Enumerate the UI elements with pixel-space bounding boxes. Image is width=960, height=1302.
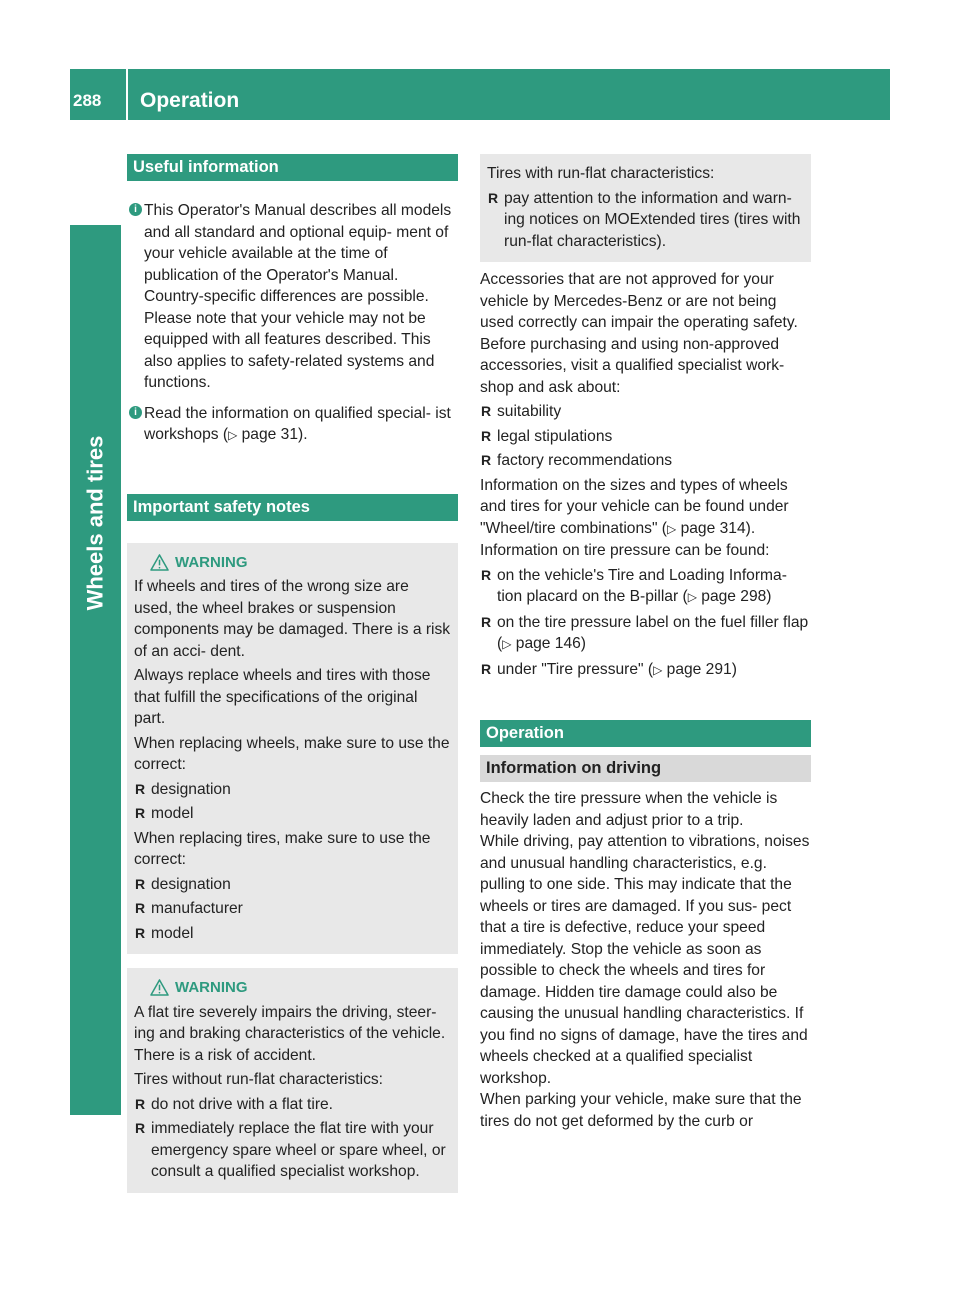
list-item bbox=[480, 612, 811, 656]
page-ref-link[interactable]: page 314). bbox=[676, 519, 756, 537]
list-item bbox=[134, 1118, 451, 1183]
page-ref-arrow-icon: ▷ bbox=[667, 521, 677, 536]
list-item-text: model bbox=[151, 805, 194, 822]
info-icon: i bbox=[129, 203, 142, 216]
list-item-text: under "Tire pressure" ( bbox=[497, 660, 654, 678]
list-item bbox=[480, 401, 811, 423]
bullet-icon: R bbox=[135, 1120, 146, 1136]
bullet-icon: R bbox=[481, 613, 492, 630]
bullet-icon: R bbox=[135, 924, 146, 941]
list-item bbox=[480, 450, 811, 472]
info-note bbox=[127, 403, 458, 447]
list-item bbox=[134, 874, 451, 896]
warning-header bbox=[134, 552, 451, 574]
list-item bbox=[134, 1094, 451, 1116]
bullet-icon: R bbox=[135, 900, 146, 916]
bullet-icon: R bbox=[481, 403, 492, 419]
paragraph: Before purchasing and using non-approved accessories, visit a qualified specialist work- shop and ask about: bbox=[480, 335, 785, 396]
warning-text: Always replace wheels and tires with those that fulfill the specifications of the original part. bbox=[134, 667, 431, 727]
info-note-text: This Operator's Manual describes all models and all standard and optional equip- ment of your vehicle available at the time of publication of the Operator's Manual. Country-specific differences are possible. Please note that your vehicle may not be equipped with all features described. This also applies to safety-related systems and functions. bbox=[144, 202, 452, 391]
page-ref-link[interactable]: page 298) bbox=[696, 588, 772, 605]
page-ref-arrow-icon: ▷ bbox=[228, 428, 238, 442]
list-item bbox=[134, 923, 451, 945]
bullet-icon: R bbox=[481, 660, 492, 677]
info-note bbox=[127, 200, 458, 394]
section-heading-useful-info: Useful information bbox=[127, 154, 458, 181]
side-tab-label: Wheels and tires bbox=[82, 435, 108, 611]
warning-triangle-icon bbox=[150, 554, 169, 571]
paragraph: When parking your vehicle, make sure that the tires do not get deformed by the curb or bbox=[480, 1091, 802, 1130]
box-text: Tires with run-flat characteristics: bbox=[487, 165, 715, 182]
paragraph: Information on tire pressure can be found: bbox=[480, 542, 770, 559]
list-item-text: model bbox=[151, 924, 194, 942]
info-icon: i bbox=[129, 406, 142, 419]
bullet-icon: R bbox=[481, 452, 492, 468]
list-item bbox=[480, 565, 811, 609]
page-ref-link[interactable]: page 31). bbox=[237, 426, 308, 443]
list-item-text: on the vehicle's Tire and Loading Informa- tion placard on the B-pillar ( bbox=[497, 566, 787, 605]
list-item bbox=[134, 779, 451, 801]
subheading-driving: Information on driving bbox=[480, 755, 811, 782]
warning-box bbox=[127, 968, 458, 1193]
warning-text: When replacing wheels, make sure to use the correct: bbox=[134, 734, 450, 773]
list-item-text: suitability bbox=[497, 403, 562, 420]
bullet-icon: R bbox=[135, 1095, 146, 1112]
page-ref-link[interactable]: page 146) bbox=[511, 635, 587, 652]
paragraph: Accessories that are not approved for your vehicle by Mercedes-Benz or are not being used correctly can impair the operating safety. bbox=[480, 271, 798, 331]
list-item bbox=[480, 659, 811, 682]
paragraph: While driving, pay attention to vibrations, noises and unusual handling characteristics, e.g. pulling to one side. This may indicate that the wheels or tires are damaged. If you sus- pect that a tire is defective, reduce your speed immediately. Stop the vehicle as soon as possible to check the wheels and tires for damage. Hidden tire damage could also be causing the unusual handling characteristics. If you find no signs of damage, have the tires and wheels checked at a qualified specialist workshop. bbox=[480, 833, 810, 1087]
page-ref-arrow-icon: ▷ bbox=[687, 590, 697, 604]
warning-triangle-icon bbox=[150, 979, 169, 996]
paragraph: Check the tire pressure when the vehicle is heavily laden and adjust prior to a trip. bbox=[480, 790, 778, 829]
list-item-text: factory recommendations bbox=[497, 452, 673, 469]
list-item-text: immediately replace the flat tire with your emergency spare wheel or spare wheel, or consult a qualified specialist workshop. bbox=[151, 1120, 446, 1180]
list-item-text: manufacturer bbox=[151, 900, 243, 917]
warning-box bbox=[127, 543, 458, 955]
side-tab-label-wrap bbox=[70, 243, 121, 803]
bullet-icon: R bbox=[135, 805, 146, 821]
bullet-icon: R bbox=[135, 875, 146, 892]
paragraph-text: Information on the sizes and types of wheels and tires for your vehicle can be found under "Wheel/tire combinations" ( bbox=[480, 476, 789, 537]
warning-header bbox=[134, 977, 451, 999]
list-item bbox=[134, 803, 451, 825]
right-column bbox=[480, 154, 811, 1132]
page-ref-arrow-icon: ▷ bbox=[502, 637, 512, 651]
page-ref-link[interactable]: page 291) bbox=[662, 660, 737, 678]
warning-text: Tires without run-flat characteristics: bbox=[134, 1071, 383, 1088]
section-heading-safety: Important safety notes bbox=[127, 494, 458, 521]
list-item-text: do not drive with a flat tire. bbox=[151, 1095, 334, 1113]
bullet-icon: R bbox=[135, 780, 146, 797]
list-item-text: on the tire pressure label on the fuel filler flap ( bbox=[497, 613, 809, 652]
continued-warning-box bbox=[480, 154, 811, 262]
list-item bbox=[134, 898, 451, 920]
bullet-icon: R bbox=[481, 566, 492, 583]
warning-text: If wheels and tires of the wrong size are used, the wheel brakes or suspension components may be damaged. There is a risk of an acci- dent. bbox=[134, 578, 451, 660]
page-ref-arrow-icon: ▷ bbox=[653, 662, 663, 677]
list-item-text: designation bbox=[151, 780, 231, 798]
page-title: Operation bbox=[140, 89, 240, 112]
warning-title: WARNING bbox=[175, 553, 248, 571]
bullet-icon: R bbox=[488, 189, 499, 206]
list-item bbox=[487, 188, 804, 253]
list-item-text: legal stipulations bbox=[497, 427, 613, 445]
info-note-text: Read the information on qualified special- ist workshops ( bbox=[144, 404, 451, 443]
section-heading-operation: Operation bbox=[480, 720, 811, 747]
warning-title: WARNING bbox=[175, 979, 248, 996]
warning-text: When replacing tires, make sure to use the correct: bbox=[134, 829, 431, 868]
page-number: 288 bbox=[73, 91, 102, 110]
list-item-text: designation bbox=[151, 875, 231, 893]
list-item bbox=[480, 426, 811, 448]
header-divider bbox=[126, 69, 128, 120]
bullet-icon: R bbox=[481, 427, 492, 444]
left-column bbox=[127, 154, 458, 1193]
list-item-text: pay attention to the information and warn- ing notices on MOExtended tires (tires with run-flat characteristics). bbox=[504, 189, 801, 250]
paragraph bbox=[480, 475, 811, 541]
warning-text: A flat tire severely impairs the driving, steer- ing and braking characteristics of the vehicle. There is a risk of accident. bbox=[134, 1003, 446, 1064]
